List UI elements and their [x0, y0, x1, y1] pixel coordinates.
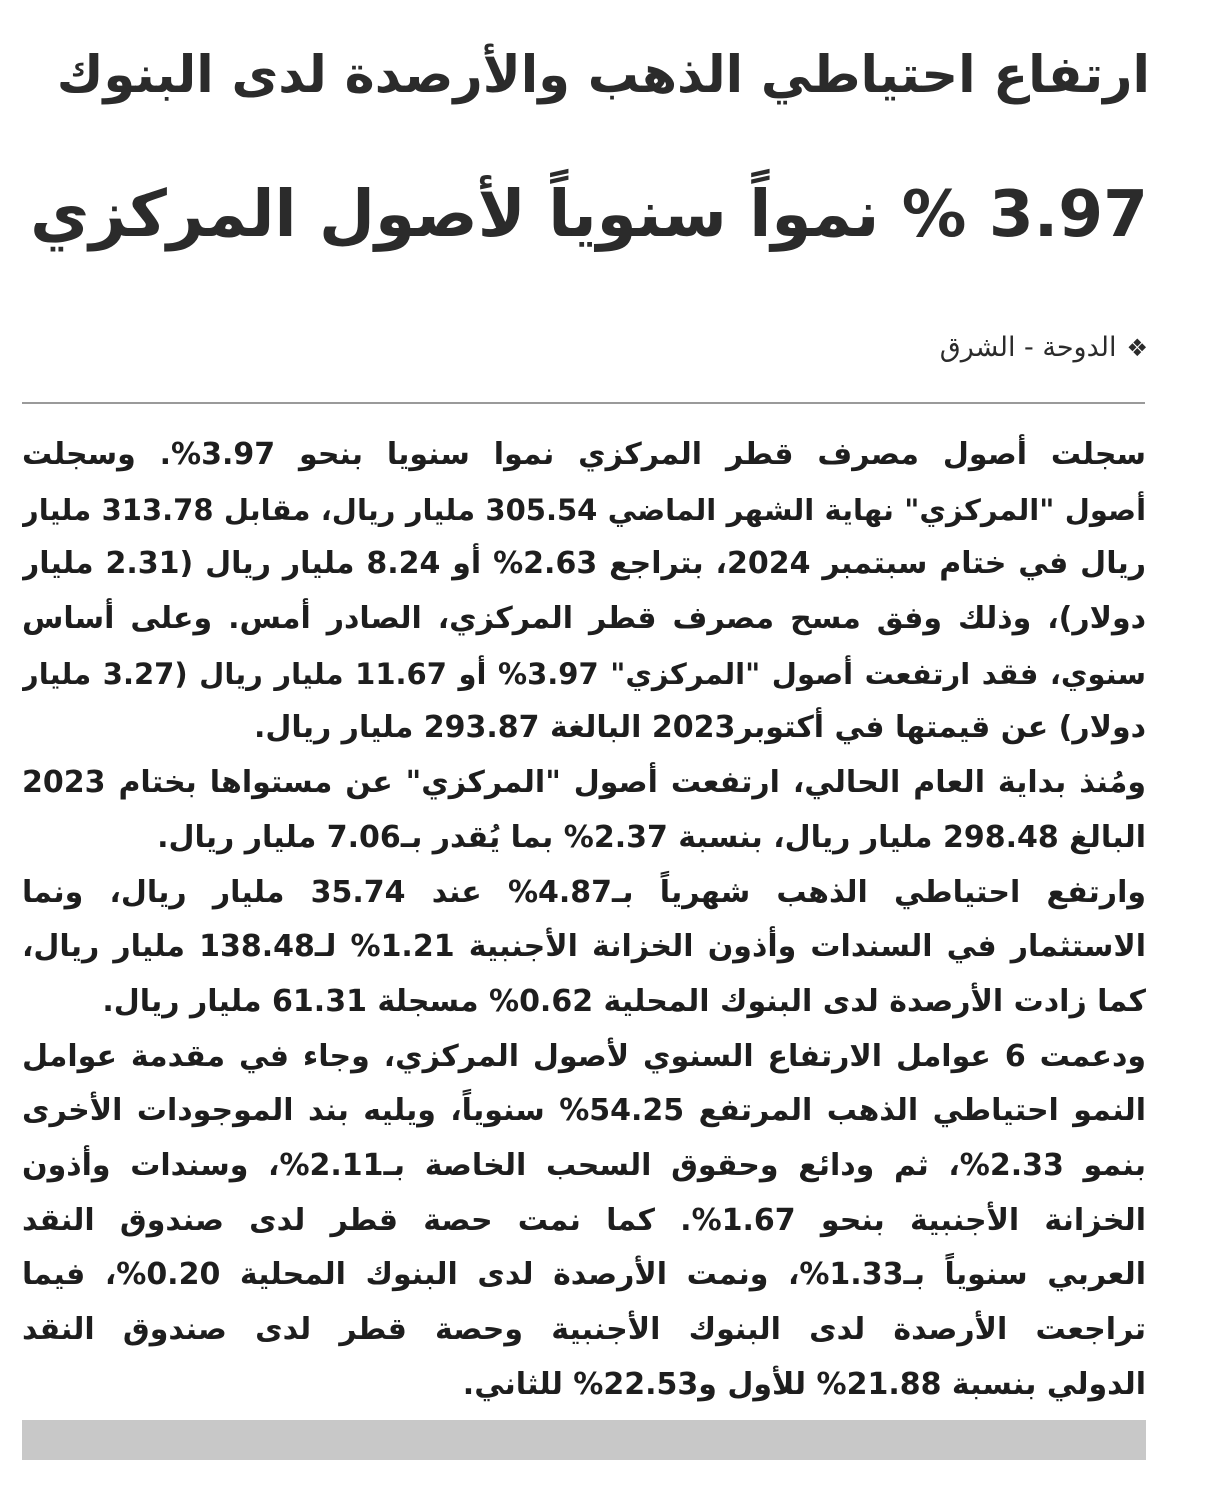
byline-divider [22, 402, 1145, 404]
article-byline [940, 328, 1148, 368]
body-line: كما زادت الأرصدة لدى البنوك المحلية 0.62% مسجلة 61.31 مليار ريال. [102, 983, 1146, 1019]
body-line: ودعمت 6 عوامل الارتفاع السنوي لأصول المركزي، وجاء في مقدمة عوامل [22, 1038, 1146, 1074]
body-line: دولار)، وذلك وفق مسح مصرف قطر المركزي، الصادر أمس. وعلى أساس [22, 601, 1146, 637]
article-body [22, 428, 1146, 1412]
body-line: أصول "المركزي" نهاية الشهر الماضي 305.54 مليار ريال، مقابل 313.78 مليار [22, 492, 1146, 527]
footer-bar [22, 1420, 1146, 1460]
body-line: ريال في ختام سبتمبر 2024، بتراجع 2.63% أو 8.24 مليار ريال (2.31 مليار [22, 546, 1146, 582]
body-line: سنوي، فقد ارتفعت أصول "المركزي" 3.97% أو 11.67 مليار ريال (3.27 مليار [22, 656, 1146, 691]
body-line: ومُنذ بداية العام الحالي، ارتفعت أصول "المركزي" عن مستواها بختام 2023 [22, 765, 1146, 801]
diamond-bullet-icon: ❖ [1126, 334, 1148, 362]
body-line: الاستثمار في السندات وأذون الخزانة الأجنبية 1.21% لـ138.48 مليار ريال، [22, 929, 1146, 965]
body-line: وارتفع احتياطي الذهب شهرياً بـ4.87% عند 35.74 مليار ريال، ونما [22, 874, 1146, 910]
article-kicker: ارتفاع احتياطي الذهب والأرصدة لدى البنوك [56, 46, 1150, 105]
article-headline: 3.97 % نمواً سنوياً لأصول المركزي [30, 177, 1148, 252]
body-line: البالغ 298.48 مليار ريال، بنسبة 2.37% بما يُقدر بـ7.06 مليار ريال. [157, 819, 1146, 855]
body-line: بنمو 2.33%، ثم ودائع وحقوق السحب الخاصة بـ2.11%، وسندات وأذون [22, 1147, 1146, 1183]
body-line: العربي سنوياً بـ1.33%، ونمت الأرصدة لدى البنوك المحلية 0.20%، فيما [22, 1257, 1146, 1293]
body-line: الدولي بنسبة 21.88% للأول و22.53% للثاني. [462, 1366, 1146, 1402]
body-line: تراجعت الأرصدة لدى البنوك الأجنبية وحصة قطر لدى صندوق النقد [22, 1312, 1146, 1347]
byline-text: الدوحة - الشرق [939, 332, 1117, 363]
body-line: النمو احتياطي الذهب المرتفع 54.25% سنوياً، ويليه بند الموجودات الأخرى [22, 1093, 1146, 1129]
body-line: سجلت أصول مصرف قطر المركزي نموا سنويا بنحو 3.97%. وسجلت [22, 437, 1146, 472]
body-line: دولار) عن قيمتها في أكتوبر2023 البالغة 293.87 مليار ريال. [254, 710, 1146, 746]
body-line: الخزانة الأجنبية بنحو 1.67%. كما نمت حصة قطر لدى صندوق النقد [22, 1202, 1146, 1238]
